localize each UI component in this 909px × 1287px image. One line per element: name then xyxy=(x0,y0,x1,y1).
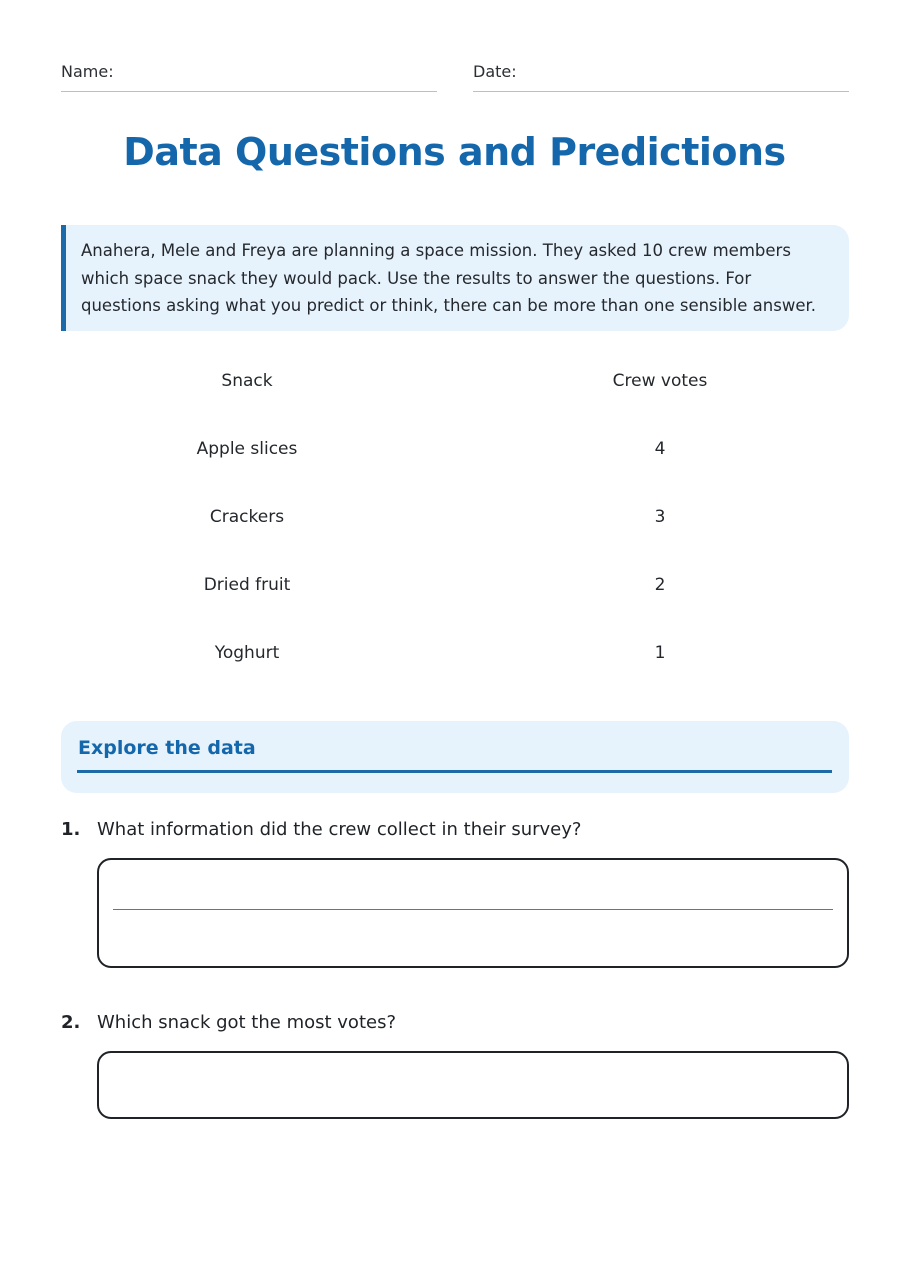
answer-line xyxy=(113,909,833,910)
snack-cell: Crackers xyxy=(209,507,285,527)
section-title: Explore the data xyxy=(78,737,256,759)
page-title: Data Questions and Predictions xyxy=(123,130,786,174)
question-text: What information did the crew collect in their survey? xyxy=(97,819,582,840)
snack-cell: Dried fruit xyxy=(203,575,291,595)
votes-cell: 4 xyxy=(654,439,666,459)
table-row xyxy=(61,564,849,632)
votes-cell: 3 xyxy=(654,507,666,527)
table-row xyxy=(61,428,849,496)
intro-panel: Anahera, Mele and Freya are planning a space mission. They asked 10 crew members which space snack they would pack. Use the results to answer the questions. For questions asking what you predict or think, there can be more than one sensible answer. xyxy=(61,225,849,331)
table-header-row xyxy=(61,360,849,428)
name-field[interactable] xyxy=(61,60,437,92)
answer-box-1[interactable] xyxy=(97,858,849,968)
date-label: Date: xyxy=(473,62,517,81)
answer-box-2[interactable] xyxy=(97,1051,849,1119)
snack-cell: Yoghurt xyxy=(214,643,280,663)
name-label: Name: xyxy=(61,62,114,81)
votes-cell: 2 xyxy=(654,575,666,595)
table-row xyxy=(61,496,849,564)
question-text: Which snack got the most votes? xyxy=(97,1012,397,1033)
question-number: 1. xyxy=(61,819,81,840)
section-header xyxy=(61,721,849,793)
header-fields xyxy=(61,60,849,94)
section-divider xyxy=(77,770,832,773)
column-header-snack: Snack xyxy=(221,371,273,391)
question-number: 2. xyxy=(61,1012,81,1033)
snack-cell: Apple slices xyxy=(196,439,298,459)
table-row xyxy=(61,632,849,700)
votes-table xyxy=(61,360,849,700)
date-field[interactable] xyxy=(473,60,849,92)
column-header-votes: Crew votes xyxy=(612,371,708,391)
votes-cell: 1 xyxy=(654,643,666,663)
